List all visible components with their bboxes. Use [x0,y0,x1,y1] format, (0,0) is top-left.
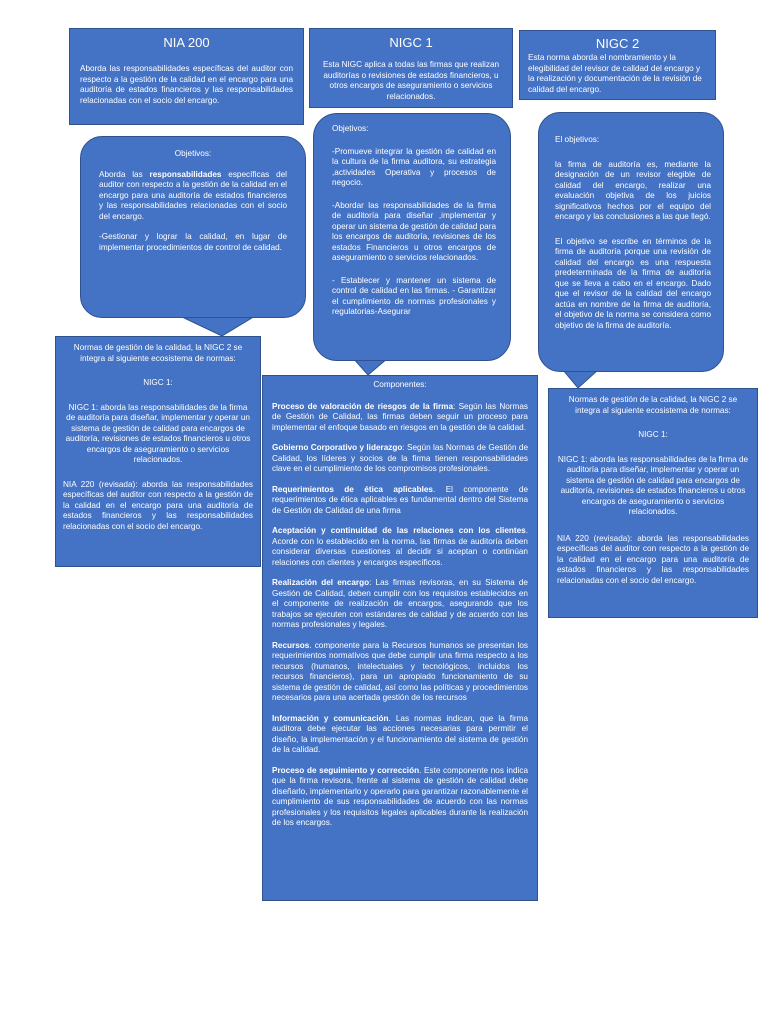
objetivos-nigc2-p2: El objetivo se escribe en términos de la firma de auditoría porque una revisión de calidad del encargo es una respuesta predeterminada de la firma de auditoría que se lleva a cabo en el encargo. Dado que el revisor de la calidad del encargo actúa en nombre de la firma de auditoría, el objetivo de la norma se considera como objetivo de la firma de auditoría. [555,236,711,330]
componente-text: . Acorde con lo establecido en la norma, las firmas de auditoría deben considerar diversas cuestiones al decidir si aceptan o continúan relaciones con clientes y encargos específicos. [272,526,528,567]
objetivos-nia200-p2: -Gestionar y lograr la calidad, en lugar de implementar procedimientos de control de calidad. [99,232,287,252]
componente-text: : Las firmas revisoras, en su Sistema de Gestión de Calidad, deben cumplir con los requisitos establecidos en el componente de realización de encargos, asegurando que los trabajos se ejecuten con estándares de calidad y de acuerdo con las normas profesionales y legales. [272,578,528,629]
nigc1-box [309,28,513,108]
normas-left-sub: NIGC 1: [143,378,173,387]
componente-item [272,714,528,756]
objetivos-nigc1-title: Objetivos: [332,124,369,133]
objetivos-nigc2-p1: la firma de auditoría es, mediante la designación de un revisor elegible de calidad del encargo, realizar una evaluación objetiva de los juicios significativos hechos por el equipo del encargo y las conclusiones a las que llegó. [555,159,711,221]
componentes-list [272,402,528,829]
componente-text: : Según las Normas de Gestión de Calidad, los líderes y socios de la firma tienen responsabilidades clave en el cumplimiento de los compromisos profesionales. [272,443,529,473]
objetivos-nigc2-bubble [538,112,724,388]
componente-heading: Requerimientos de ética aplicables [272,484,433,494]
componente-item [272,443,528,475]
objetivos-nigc2-title: El objetivos: [555,135,600,144]
componente-item [272,766,528,829]
nigc2-title: NIGC 2 [595,36,640,51]
normas-right-sub: NIGC 1: [638,430,668,439]
nia200-box [69,28,304,125]
normas-left-p1: NIGC 1: aborda las responsabilidades de la firma de auditoría para diseñar, implementar y operar un sistema de gestión de calidad para encargos de auditoría, revisiones de estados financieros u otros encargos de aseguramiento o servicios relacionados. [65,402,251,464]
normas-right-intro: Normas de gestión de la calidad, la NIGC 2 se integra al siguiente ecosistema de normas: [568,395,738,415]
componente-text: . El componente de requerimientos de ética aplicables es fundamental dentro del Sistema de Gestión de Calidad de una firma [272,484,528,515]
componente-heading: Realización del encargo [272,578,370,587]
componente-item [272,402,528,434]
componente-item [272,485,528,517]
nia200-title: NIA 200 [163,35,210,50]
componente-heading: Gobierno Corporativo y liderazgo [272,443,403,452]
componente-heading: Proceso de seguimiento y corrección [272,765,420,775]
nigc2-box [519,30,716,100]
objetivos-nia200-bubble [80,136,306,336]
nigc1-text: Esta NIGC aplica a todas las firmas que realizan auditorías o revisiones de estados financieros, u otros encargos de aseguramiento o servicios relacionados. [322,60,500,101]
normas-right-box [548,388,758,618]
objetivos-nigc1-p1: -Promueve integrar la gestión de calidad en la cultura de la firma auditora, su estrategia ,actividades Operativa y procesos de negocio. [332,146,496,187]
componente-item [272,578,528,631]
componentes-box [262,375,538,901]
objetivos-nigc1-bubble [313,113,511,375]
normas-left-intro: Normas de gestión de la calidad, la NIGC 2 se integra al siguiente ecosistema de normas: [73,343,243,363]
objetivos-nia200-p1: Aborda las responsabilidades específicas del auditor con respecto a la gestión de la calidad en el encargo para una auditoría de estados financieros y las responsabilidades relacionadas con el socio del encargo. [99,169,288,221]
componente-heading: Recursos [272,640,310,650]
objetivos-nigc1-p3: - Establecer y mantener un sistema de control de calidad en las firmas. - Garantizar el cumplimiento de normas profesionales y regulatorias-Asegurar [332,275,496,316]
componente-heading: Proceso de valoración de riesgos de la firma [272,401,454,411]
componente-text: . Las normas indican, que la firma auditora debe ejecutar las acciones necesarias para permitir el diseño, la implementación y el funcionamiento del sistema de gestión de la calidad. [272,713,529,754]
componente-heading: Información y comunicación [272,713,389,723]
componentes-title: Componentes: [373,380,427,389]
normas-left-box [55,336,261,567]
normas-right-p2: NIA 220 (revisada): aborda las responsabilidades específicas del auditor con respecto a la gestión de la calidad en el encargo para una auditoría de estados financieros y las responsabilidades relacionadas con el socio del encargo. [557,533,749,585]
normas-left-p2: NIA 220 (revisada): aborda las responsabilidades específicas del auditor con respecto a la gestión de la calidad en el encargo para una auditoría de estados financieros y las responsabilidades relacionadas con el socio del encargo. [63,479,253,531]
componente-item [272,641,528,704]
componente-text: . Este componente nos indica que la firma revisora, frente al sistema de gestión de calidad debe diseñarlo, implementarlo y operarlo para garantizar razonablemente el cumplimiento de sus responsabilidades de acuerdo con las normas profesionales y los requisitos legales aplicables durante la realización de los encargos. [272,765,528,827]
componente-text: : Según las Normas de Gestión de Calidad, las firmas deben seguir un proceso para implementar el enfoque basado en riesgos en la gestión de la calidad. [272,401,528,432]
nigc1-title: NIGC 1 [389,35,433,50]
componente-text: . componente para la Recursos humanos se presentan los requerimientos normativos que debe cumplir una firma respecto a los recursos (humanos, intelectuales y tecnológicos, incluidos los recursos financieros), para un apropiado funcionamiento de su sistema de gestión de calidad, así como las políticas y procedimientos necesarios para una acertada gestión de los recursos [272,640,528,702]
objetivos-nia200-title: Objetivos: [174,149,212,158]
normas-right-p1: NIGC 1: aborda las responsabilidades de la firma de auditoría para diseñar, implementar y operar un sistema de gestión de calidad para encargos de auditoría, revisiones de estados financieros u otros encargos de aseguramiento o servicios relacionados. [557,454,749,516]
nia200-text: Aborda las responsabilidades específicas del auditor con respecto a la gestión de la calidad en el encargo para una auditoría de estados financieros y las responsabilidades relacionadas con el socio del encargo. [80,64,293,105]
componente-item [272,526,528,568]
objetivos-nigc1-p2: -Abordar las responsabilidades de la firma de auditoría para diseñar ,implementar y operar un sistema de gestión de calidad para los encargos de auditoría, revisiones de los estados Financieros u otros encargos de aseguramiento o servicios relacionados. [332,200,496,262]
nigc2-text: Esta norma aborda el nombramiento y la elegibilidad del revisor de calidad del encargo y la realización y documentación de la revisión de calidad del encargo. [528,53,702,94]
componente-heading: Aceptación y continuidad de las relaciones con los clientes [272,526,526,535]
